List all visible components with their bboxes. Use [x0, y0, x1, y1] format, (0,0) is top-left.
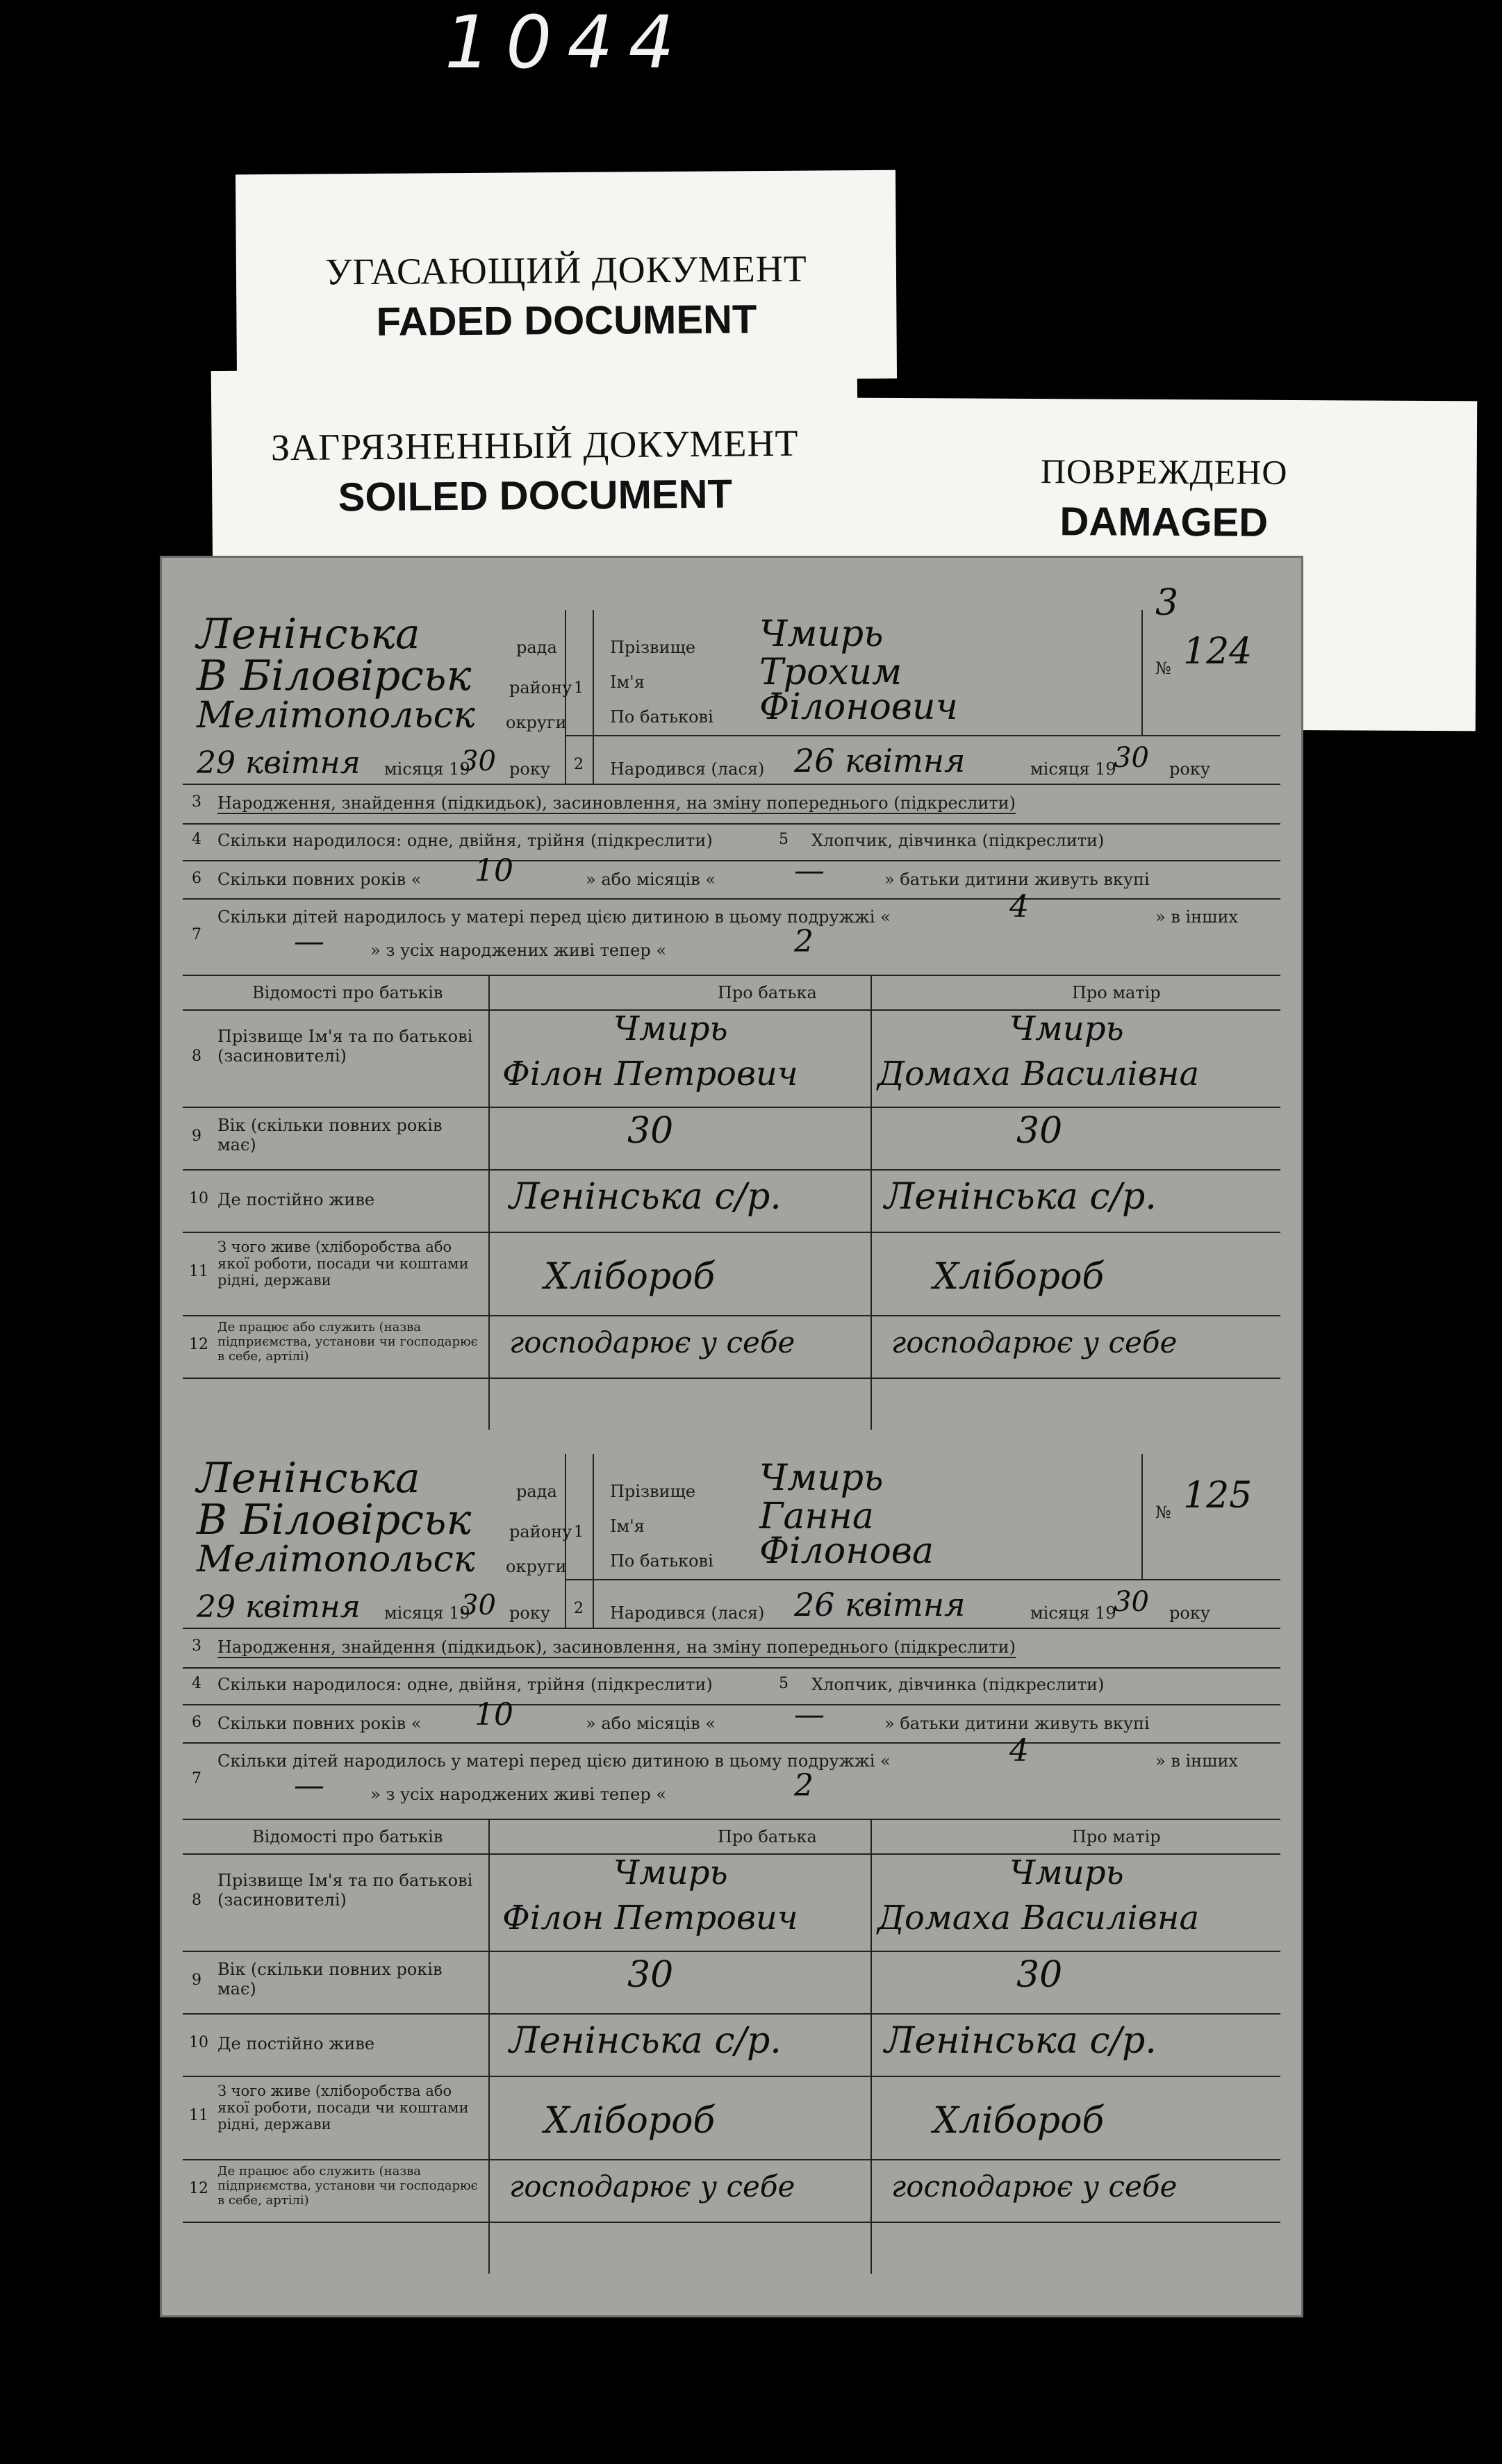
row-divider [565, 1579, 1280, 1581]
row-11-caption: З чого живе (хліборобства або якої роботи, посади чи коштами рідні, держави [217, 1239, 469, 1289]
record-number-value: 125 [1183, 1475, 1253, 1516]
reg-year-value: 30 [461, 1589, 496, 1621]
birth-record [183, 1454, 1280, 2274]
mother-name-value: Домаха Василівна [877, 1055, 1200, 1093]
row-number-4: 4 [192, 831, 201, 848]
row-number-2: 2 [574, 1600, 584, 1617]
row-4-text: Скільки народилося: одне, двійня, трійня (підкреслити) [217, 1675, 713, 1694]
okruha-caption: округи [506, 1557, 567, 1576]
mother-age-value: 30 [1016, 1954, 1063, 1996]
row-number-3: 3 [192, 1637, 201, 1655]
row-4-text: Скільки народилося: одне, двійня, трійня (підкреслити) [217, 831, 713, 850]
rayon-caption: району [509, 678, 572, 697]
birth-year-value: 30 [1114, 742, 1149, 774]
about-mother-header: Про матір [1072, 1827, 1161, 1846]
parents-header: Відомості про батьків [252, 983, 443, 1002]
row-number-8: 8 [192, 1048, 201, 1065]
damaged-label-en: DAMAGED [1059, 499, 1269, 545]
reg-year-value: 30 [461, 745, 496, 777]
children-before-value: 4 [1009, 1733, 1029, 1769]
children-alive-value: 2 [794, 1768, 814, 1803]
parents-header: Відомості про батьків [252, 1827, 443, 1846]
row-9-caption: Вік (скільки повних років має) [217, 1960, 443, 1999]
father-living-value: Хлібороб [544, 2100, 716, 2142]
row-12-caption: Де працює або служить (назва підприємства, установи чи господарює в себе, артілі) [217, 2164, 478, 2208]
name-caption: Ім'я [610, 1516, 645, 1536]
row-8-caption: Прізвище Ім'я та по батькові (засиновителі) [217, 1871, 473, 1910]
about-mother-header: Про матір [1072, 983, 1161, 1002]
row-7-caption-a: Скільки дітей народилось у матері перед цією дитиною в цьому подружжі « [217, 907, 891, 927]
rada-value: Ленінська [197, 610, 420, 659]
row-number-7: 7 [192, 926, 201, 943]
row-number-11: 11 [189, 1263, 208, 1280]
mother-surname-value: Чмирь [1009, 1853, 1124, 1892]
reg-month-caption: місяця 19 [384, 759, 470, 779]
years-together-value: 10 [474, 1697, 513, 1733]
rada-caption: рада [516, 638, 557, 657]
rayon-caption: району [509, 1522, 572, 1541]
rayon-value: В Біловірськ [197, 1496, 472, 1544]
surname-value: Чмирь [759, 613, 884, 655]
children-other-value: — [294, 924, 324, 959]
birth-month-caption: місяця 19 [1030, 759, 1116, 779]
okruha-value: Мелітопольск [197, 1539, 475, 1580]
children-alive-value: 2 [794, 924, 814, 959]
row-number-11: 11 [189, 2107, 208, 2124]
father-work-value: господарює у себе [509, 1325, 795, 1359]
about-father-header: Про батька [718, 983, 817, 1002]
faded-label-en: FADED DOCUMENT [376, 297, 757, 345]
birth-month-caption: місяця 19 [1030, 1603, 1116, 1623]
row-divider [565, 735, 1280, 737]
row-number-4: 4 [192, 1675, 201, 1692]
reg-year-caption: року [509, 759, 550, 779]
soiled-label-ru: ЗАГРЯЗНЕННЫЙ ДОКУМЕНТ [270, 422, 799, 469]
father-residence-value: Ленінська с/р. [509, 2020, 782, 2062]
damaged-label-ru: ПОВРЕЖДЕНО [1040, 452, 1288, 492]
row-number-10: 10 [189, 1190, 208, 1207]
rada-caption: рада [516, 1482, 557, 1501]
father-age-value: 30 [627, 1954, 674, 1996]
row-divider [593, 1454, 595, 1628]
about-father-header: Про батька [718, 1827, 817, 1846]
row-6-years-caption: Скільки повних років « [217, 1714, 422, 1733]
row-6-together-caption: » батьки дитини живуть вкупі [884, 1714, 1150, 1733]
mother-residence-value: Ленінська с/р. [884, 1176, 1157, 1218]
okruha-caption: округи [506, 713, 567, 732]
row-7-caption-b: » в інших [1155, 907, 1238, 927]
row-number-9: 9 [192, 1127, 201, 1145]
number-caption: № [1155, 659, 1171, 678]
faded-document-label [236, 170, 897, 383]
row-7-caption-c: » з усіх народжених живі тепер « [370, 941, 667, 960]
birth-date-value: 26 квітня [794, 742, 966, 779]
surname-caption: Прізвище [610, 1482, 696, 1501]
years-together-value: 10 [474, 853, 513, 888]
row-3-text: Народження, знайдення (підкидьок), засиновлення, на зміну попереднього (підкреслити) [217, 793, 1016, 813]
born-caption: Народився (лася) [610, 1603, 765, 1623]
row-6-years-caption: Скільки повних років « [217, 870, 422, 889]
mother-work-value: господарює у себе [891, 2169, 1178, 2203]
birth-year-value: 30 [1114, 1586, 1149, 1618]
row-6-months-caption: » або місяців « [586, 1714, 716, 1733]
row-number-8: 8 [192, 1892, 201, 1909]
row-6-months-caption: » або місяців « [586, 870, 716, 889]
row-number-1: 1 [574, 679, 584, 697]
soiled-document-label [211, 365, 859, 579]
patronymic-value: Філонович [759, 686, 958, 728]
okruha-value: Мелітопольск [197, 695, 475, 736]
soiled-label-en: SOILED DOCUMENT [338, 471, 733, 520]
months-together-value: — [794, 853, 825, 888]
mother-living-value: Хлібороб [933, 1256, 1105, 1298]
row-number-12: 12 [189, 2180, 208, 2197]
reg-month-caption: місяця 19 [384, 1603, 470, 1623]
name-caption: Ім'я [610, 672, 645, 692]
row-number-7: 7 [192, 1770, 201, 1787]
faded-label-ru: УГАСАЮЩИЙ ДОКУМЕНТ [324, 247, 807, 293]
row-divider [593, 610, 595, 784]
row-8-caption: Прізвище Ім'я та по батькові (засиновителі) [217, 1027, 473, 1066]
reg-date-value: 29 квітня [197, 1589, 361, 1625]
mother-work-value: господарює у себе [891, 1325, 1178, 1359]
row-10-caption: Де постійно живе [217, 1190, 375, 1209]
row-12-caption: Де працює або служить (назва підприємства, установи чи господарює в себе, артілі) [217, 1320, 478, 1364]
father-work-value: господарює у себе [509, 2169, 795, 2203]
name-value: Трохим [759, 652, 902, 693]
row-3-text: Народження, знайдення (підкидьок), засиновлення, на зміну попереднього (підкреслити) [217, 1637, 1016, 1657]
father-name-value: Філон Петрович [502, 1055, 798, 1093]
row-5-text: Хлопчик, дівчинка (підкреслити) [811, 1675, 1105, 1694]
patronymic-value: Філонова [759, 1530, 934, 1572]
row-7-caption-b: » в інших [1155, 1751, 1238, 1771]
patronymic-caption: По батькові [610, 707, 713, 727]
row-10-caption: Де постійно живе [217, 2034, 375, 2053]
birth-year-caption: року [1169, 1603, 1210, 1623]
birth-date-value: 26 квітня [794, 1586, 966, 1623]
reg-year-caption: року [509, 1603, 550, 1623]
row-number-3: 3 [192, 793, 201, 811]
row-number-9: 9 [192, 1971, 201, 1989]
row-number-5: 5 [779, 1675, 789, 1692]
father-surname-value: Чмирь [613, 1853, 728, 1892]
patronymic-caption: По батькові [610, 1551, 713, 1571]
birth-year-caption: року [1169, 759, 1210, 779]
row-5-text: Хлопчик, дівчинка (підкреслити) [811, 831, 1105, 850]
father-age-value: 30 [627, 1110, 674, 1152]
mother-surname-value: Чмирь [1009, 1009, 1124, 1048]
row-7-caption-a: Скільки дітей народилось у матері перед цією дитиною в цьому подружжі « [217, 1751, 891, 1771]
archive-page-number: 1044 [445, 0, 690, 85]
row-6-together-caption: » батьки дитини живуть вкупі [884, 870, 1150, 889]
rada-value: Ленінська [197, 1454, 420, 1503]
name-value: Ганна [759, 1496, 874, 1537]
row-number-6: 6 [192, 870, 201, 887]
mother-living-value: Хлібороб [933, 2100, 1105, 2142]
surname-value: Чмирь [759, 1457, 884, 1499]
row-7-caption-c: » з усіх народжених живі тепер « [370, 1785, 667, 1804]
birth-register-sheet [160, 556, 1303, 2317]
children-other-value: — [294, 1768, 324, 1803]
surname-caption: Прізвище [610, 638, 696, 657]
father-surname-value: Чмирь [613, 1009, 728, 1048]
born-caption: Народився (лася) [610, 759, 765, 779]
children-before-value: 4 [1009, 889, 1029, 925]
rayon-value: В Біловірськ [197, 652, 472, 700]
row-number-5: 5 [779, 831, 789, 848]
corner-mark: 3 [1155, 582, 1179, 624]
row-number-2: 2 [574, 756, 584, 773]
father-living-value: Хлібороб [544, 1256, 716, 1298]
row-number-6: 6 [192, 1714, 201, 1731]
row-9-caption: Вік (скільки повних років має) [217, 1116, 443, 1155]
mother-name-value: Домаха Василівна [877, 1899, 1200, 1937]
father-name-value: Філон Петрович [502, 1899, 798, 1937]
months-together-value: — [794, 1697, 825, 1733]
row-11-caption: З чого живе (хліборобства або якої роботи, посади чи коштами рідні, держави [217, 2083, 469, 2133]
reg-date-value: 29 квітня [197, 745, 361, 781]
row-number-12: 12 [189, 1336, 208, 1353]
row-number-10: 10 [189, 2034, 208, 2051]
record-number-value: 124 [1183, 631, 1253, 672]
number-caption: № [1155, 1503, 1171, 1522]
father-residence-value: Ленінська с/р. [509, 1176, 782, 1218]
mother-age-value: 30 [1016, 1110, 1063, 1152]
birth-record [183, 582, 1280, 1430]
mother-residence-value: Ленінська с/р. [884, 2020, 1157, 2062]
row-number-1: 1 [574, 1523, 584, 1541]
